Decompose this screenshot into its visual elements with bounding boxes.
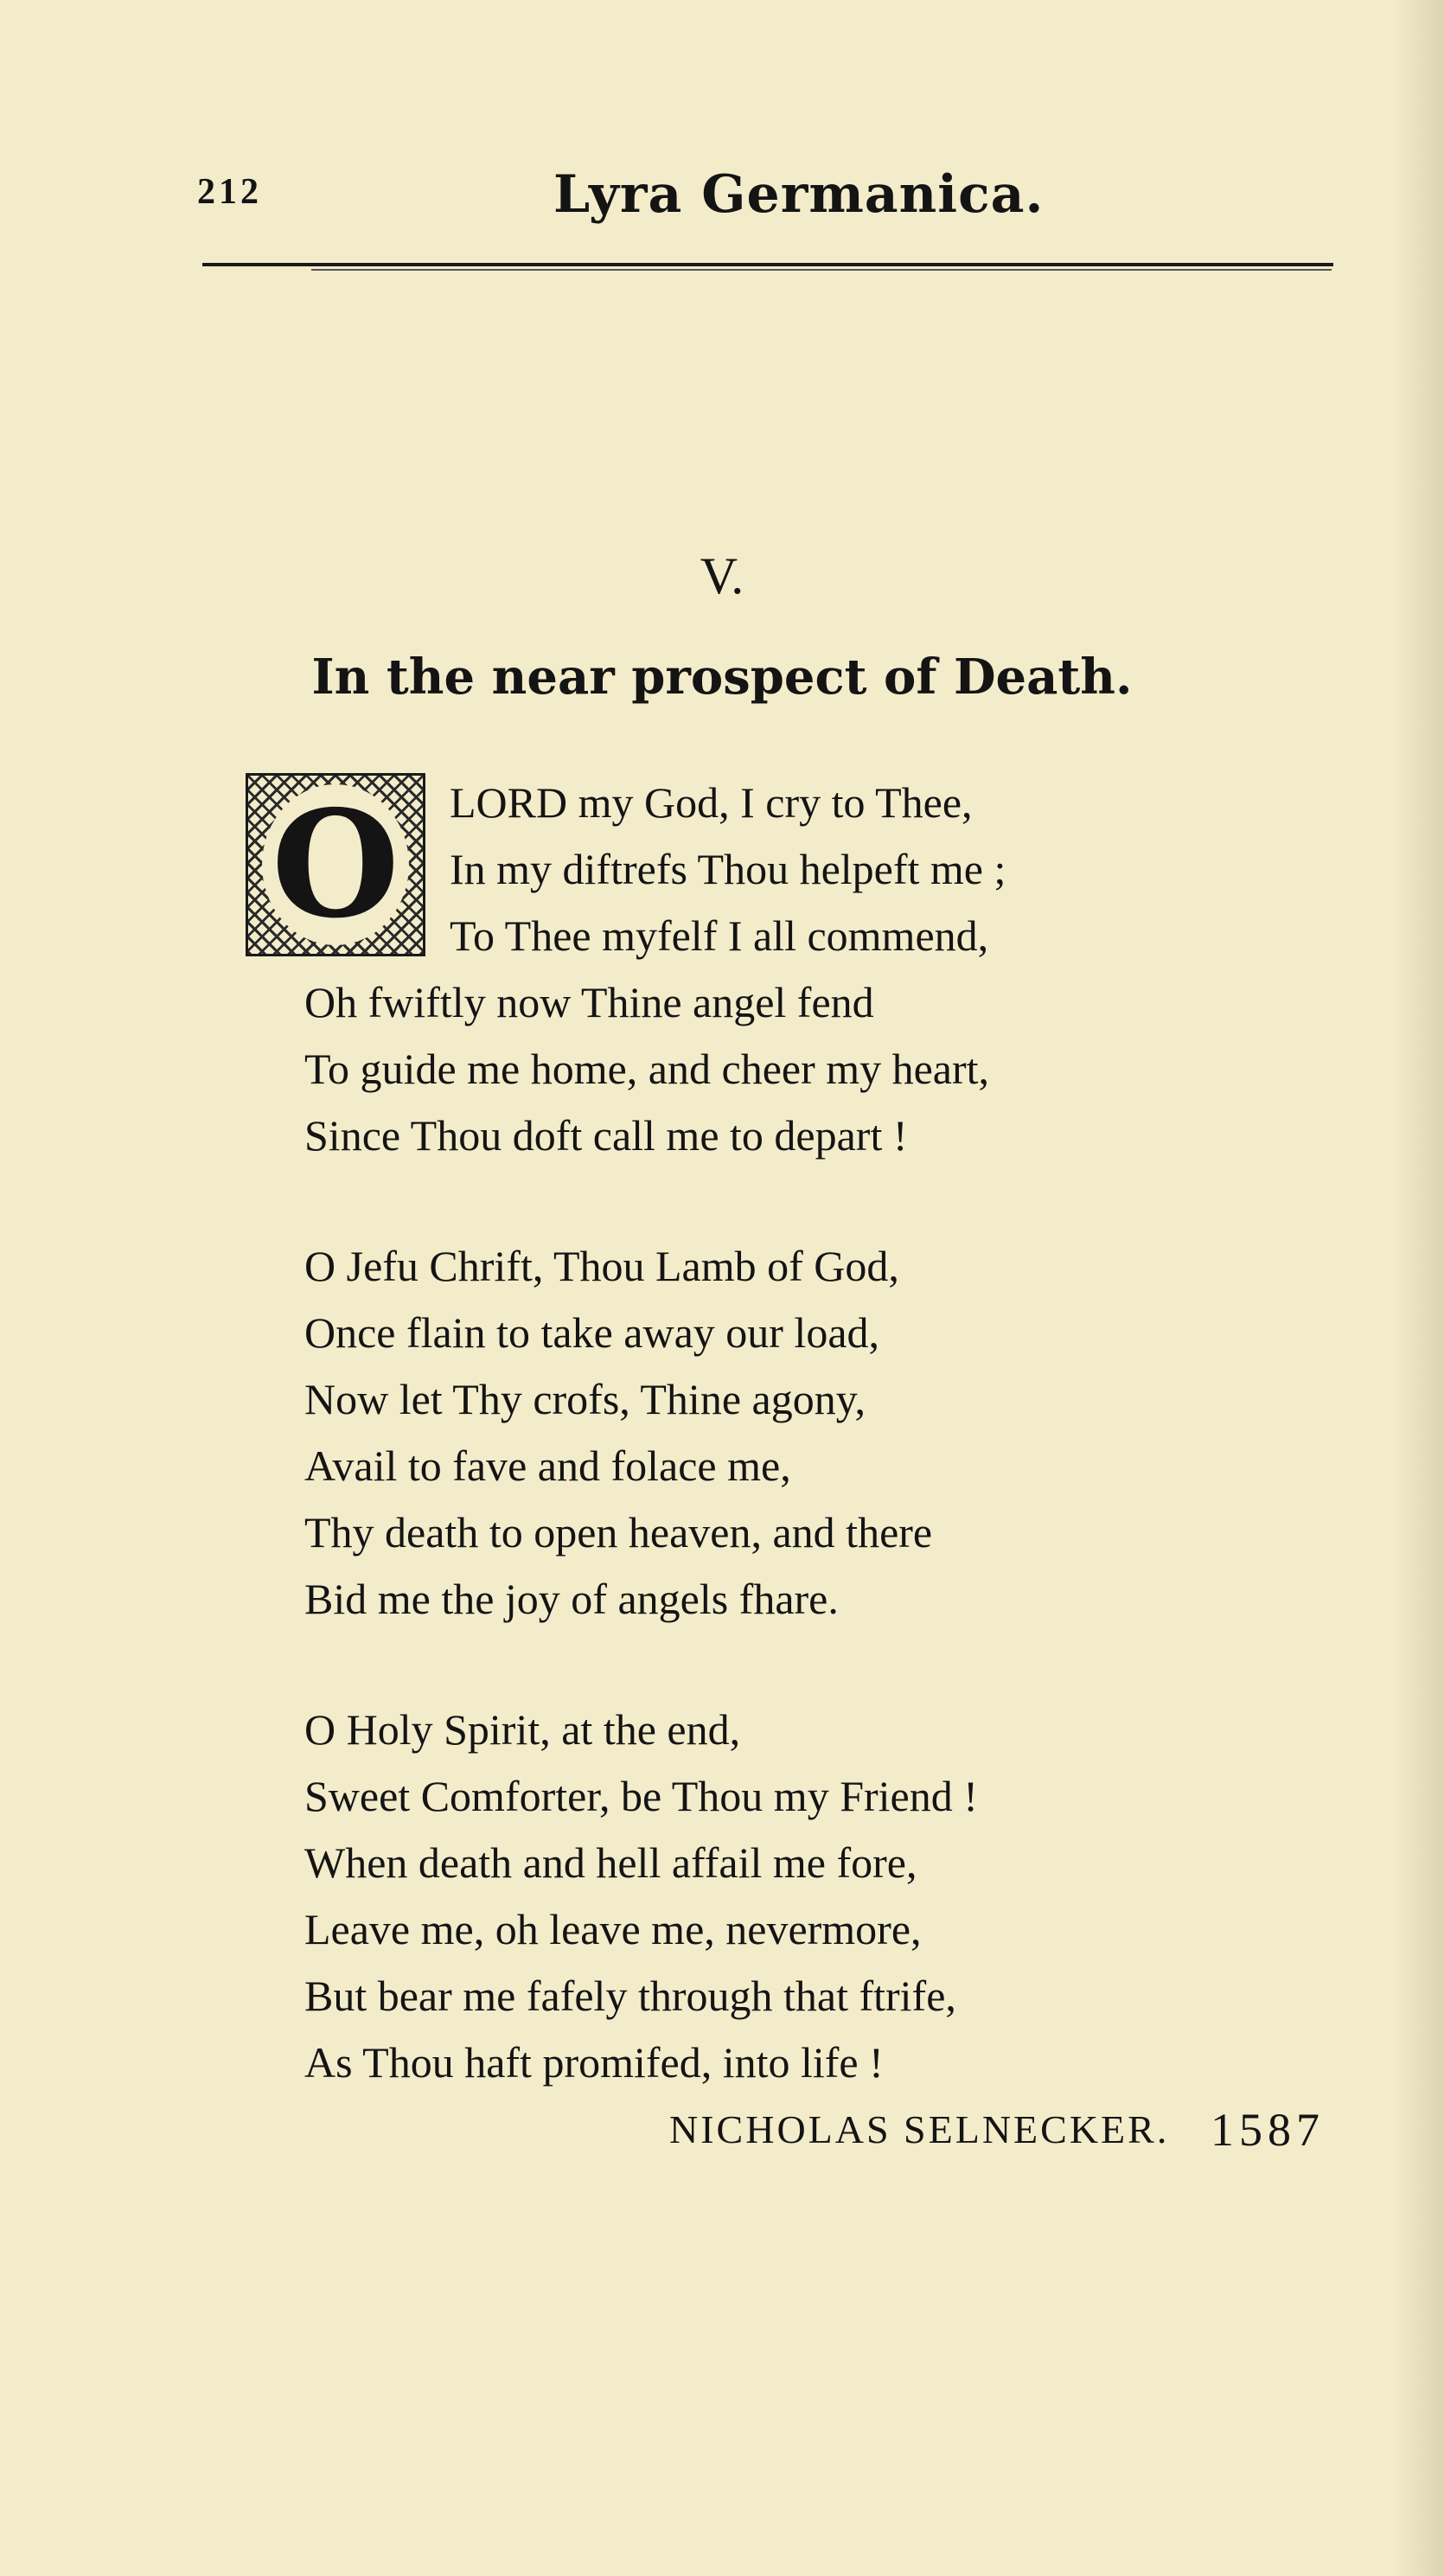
poem-line: To Thee myfelf I all commend, (450, 911, 989, 960)
poem-line: To guide me home, and cheer my heart, (304, 1045, 990, 1093)
poem-line: Sweet Comforter, be Thou my Friend ! (304, 1772, 978, 1820)
poem-line: As Thou haft promifed, into life ! (304, 2038, 884, 2087)
stanza-1 (304, 770, 1006, 1169)
poem-line: O Holy Spirit, at the end, (304, 1705, 741, 1754)
poem-line: Avail to fave and folace me, (304, 1441, 791, 1490)
poem-line: When death and hell affail me fore, (304, 1838, 917, 1887)
poem-line: In my diftrefs Thou helpeft me ; (450, 845, 1006, 893)
header-rule (202, 263, 1333, 266)
poem-line: But bear me fafely through that ftrife, (304, 1972, 956, 2020)
poem-line: O Jefu Chrift, Thou Lamb of God, (304, 1242, 899, 1290)
section-number: V. (700, 547, 744, 604)
poem-line: Once flain to take away our load, (304, 1308, 880, 1357)
poem-line: Now let Thy crofs, Thine agony, (304, 1375, 866, 1423)
stanza-2 (304, 1233, 932, 1633)
dropcap-letter: O (262, 784, 409, 945)
year: 1587 (1211, 2104, 1325, 2156)
poem-line: Oh fwiftly now Thine angel fend (304, 978, 874, 1026)
header-rule-thin (311, 269, 1332, 271)
poem-line: Thy death to open heaven, and there (304, 1508, 933, 1556)
poem-line: Leave me, oh leave me, nevermore, (304, 1905, 922, 1953)
stanza-3 (304, 1697, 978, 2096)
page-number: 212 (197, 172, 262, 212)
running-title: Lyra Germanica. (553, 164, 1045, 225)
poem-line: LORD my God, I cry to Thee, (450, 778, 973, 827)
running-head (0, 164, 1444, 233)
poem-line: Bid me the joy of angels fhare. (304, 1575, 839, 1623)
author-attribution: NICHOLAS SELNECKER. (669, 2107, 1170, 2151)
page-edge-shadow (1392, 0, 1444, 2576)
poem-line: Since Thou doft call me to depart ! (304, 1111, 908, 1160)
poem-title: In the near prospect of Death. (311, 649, 1133, 706)
